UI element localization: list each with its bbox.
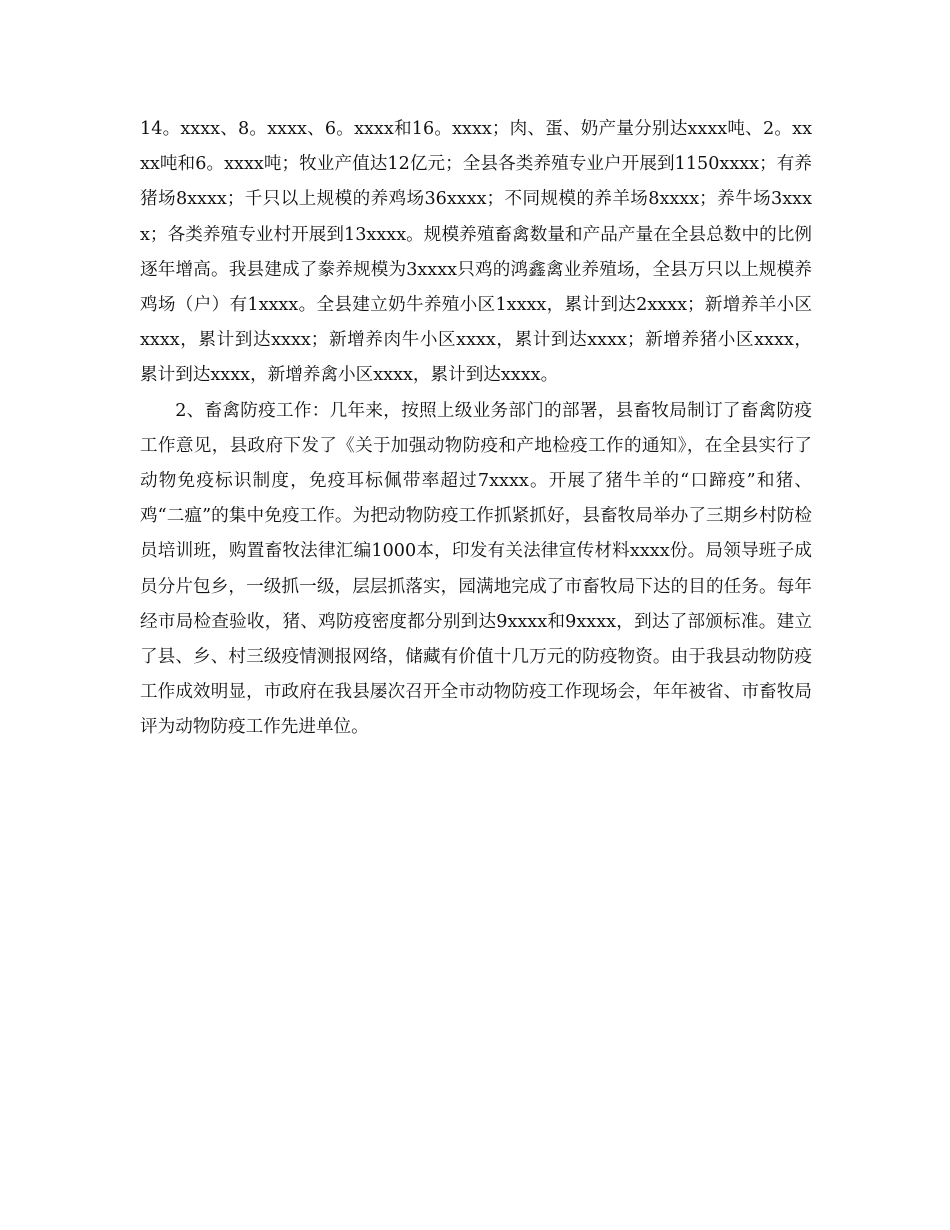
paragraph-epidemic-prevention: 2、畜禽防疫工作：几年来，按照上级业务部门的部署，县畜牧局制订了畜禽防疫工作意见，县政府下发了《关于加强动物防疫和产地检疫工作的通知》，在全县实行了动物免疫标识制度，免疫耳标佩带率超过7xxxx。开展了猪牛羊的“口蹄疫”和猪、鸡“二瘟”的集中免疫工作。为把动物防疫工作抓紧抓好，县畜牧局举办了三期乡村防检员培训班，购置畜牧法律汇编1000本，印发有关法律宣传材料xxxx份。局领导班子成员分片包乡，一级抓一级，层层抓落实，园满地完成了市畜牧局下达的目的任务。每年经市局检查验收，猪、鸡防疫密度都分别到达9xxxx和9xxxx，到达了部颁标准。建立了县、乡、村三级疫情测报网络，储藏有价值十几万元的防疫物资。由于我县动物防疫工作成效明显，市政府在我县屡次召开全市动物防疫工作现场会，年年被省、市畜牧局评为动物防疫工作先进单位。 [140, 400, 812, 738]
paragraph-livestock-statistics: 14。xxxx、8。xxxx、6。xxxx和16。xxxx；肉、蛋、奶产量分别达xxxx吨、2。xxxx吨和6。xxxx吨；牧业产值达12亿元；全县各类养殖专业户开展到1150xxxx；有养猪场8xxxx；千只以上规模的养鸡场36xxxx；不同规模的养羊场8xxxx；养牛场3xxxx；各类养殖专业村开展到13xxxx。规模养殖畜禽数量和产品产量在全县总数中的比例逐年增高。我县建成了豢养规模为3xxxx只鸡的鸿鑫禽业养殖场，全县万只以上规模养鸡场（户）有1xxxx。全县建立奶牛养殖小区1xxxx，累计到达2xxxx；新增养羊小区xxxx，累计到达xxxx；新增养肉牛小区xxxx，累计到达xxxx；新增养猪小区xxxx，累计到达xxxx，新增养禽小区xxxx，累计到达xxxx。 [140, 119, 812, 386]
document-body [140, 112, 812, 746]
